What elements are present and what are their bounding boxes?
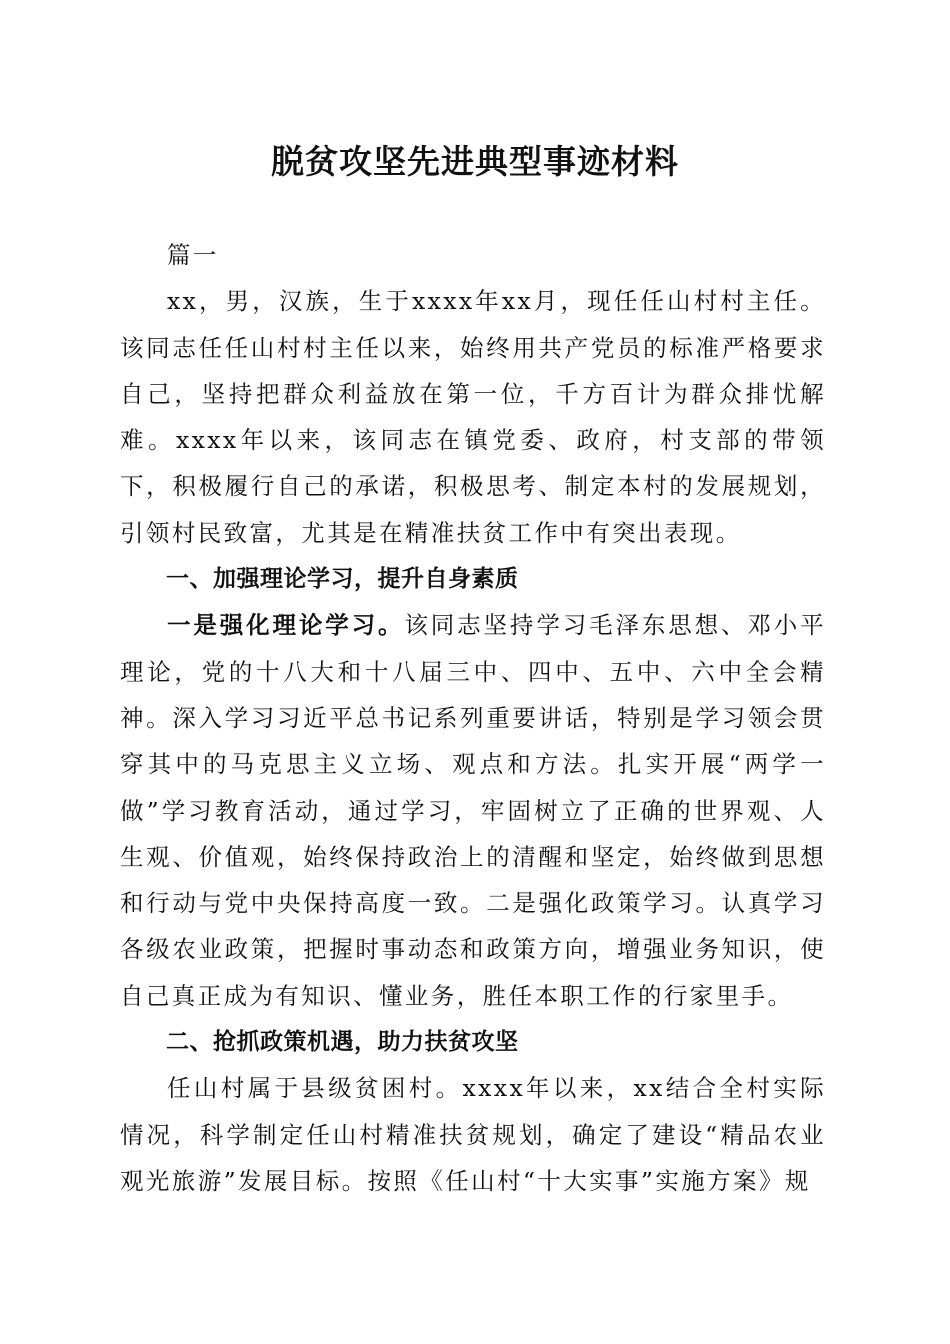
paragraph-2: 任山村属于县级贫困村。xxxx年以来，xx结合全村实际情况，科学制定任山村精准扶贫规划，确定了建设“精品农业观光旅游”发展目标。按照《任山村“十大实事”实施方案》规	[120, 1074, 826, 1195]
paragraph-1-text: 该同志坚持学习毛泽东思想、邓小平理论，党的十八大和十八届三中、四中、五中、六中全会精神。深入学习习近平总书记系列重要讲话，特别是学习领会贯穿其中的马克思主义立场、观点和方法。扎实开展“两学一做”学习教育活动，通过学习，牢固树立了正确的世界观、人生观、价值观，始终保持政治上的清醒和坚定，始终做到思想和行动与党中央保持高度一致。二是强化政策学习。认真学习各级农业政策，把握时事动态和政策方向，增强业务知识，使自己真正成为有知识、懂业务，胜任本职工作的行家里手。	[120, 611, 826, 1010]
document-title: 脱贫攻坚先进典型事迹材料	[271, 142, 679, 181]
paragraph-1-lead: 一是强化理论学习。	[167, 611, 405, 640]
intro-paragraph: xx，男，汉族，生于xxxx年xx月，现任任山村村主任。该同志任任山村村主任以来，始终用共产党员的标准严格要求自己，坚持把群众利益放在第一位，千方百计为群众排忧解难。xxxx年以来，该同志在镇党委、政府，村支部的带领下，积极履行自己的承诺，积极思考、制定本村的发展规划，引领村民致富，尤其是在精准扶贫工作中有突出表现。	[120, 287, 826, 547]
section-heading-1: 一、加强理论学习，提升自身素质	[166, 566, 519, 593]
section-heading-2: 二、抢抓政策机遇，助力扶贫攻坚	[166, 1029, 519, 1056]
paragraph-1	[120, 602, 826, 1019]
document-body	[120, 232, 826, 1204]
section-label: 篇一	[167, 241, 219, 269]
